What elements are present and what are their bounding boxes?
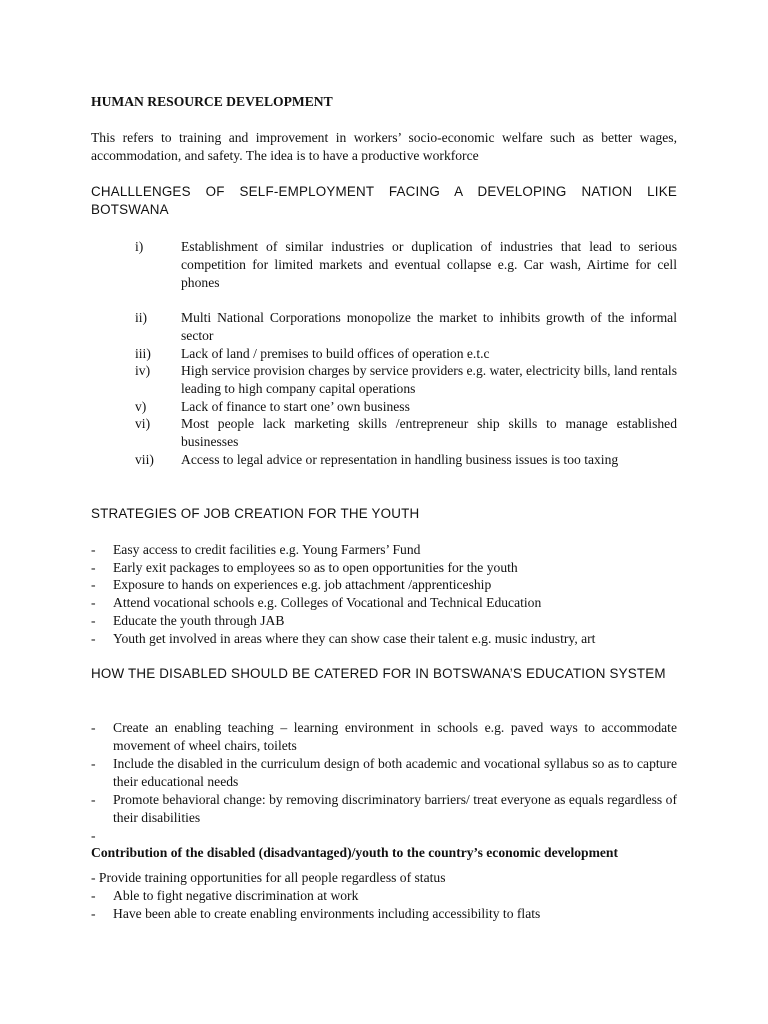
item-number: i) xyxy=(135,239,144,254)
bullet-dash: - xyxy=(91,888,96,903)
item-number: ii) xyxy=(135,310,148,325)
disabled-heading: HOW THE DISABLED SHOULD BE CATERED FOR IN BOTSWANA’S EDUCATION SYSTEM xyxy=(91,666,666,681)
strategies-heading: STRATEGIES OF JOB CREATION FOR THE YOUTH xyxy=(91,506,420,521)
page-title: HUMAN RESOURCE DEVELOPMENT xyxy=(91,94,333,109)
item-text: Early exit packages to employees so as to open opportunities for the youth xyxy=(113,560,518,575)
item-text: Multi National Corporations monopolize the market to inhibits growth of the informal sector xyxy=(181,310,677,343)
intro-paragraph: This refers to training and improvement in workers’ socio-economic welfare such as better wages, accommodation, and safety. The idea is to have a productive workforce xyxy=(91,130,677,163)
bullet-dash: - xyxy=(91,577,96,592)
item-text: Youth get involved in areas where they can show case their talent e.g. music industry, art xyxy=(113,631,596,646)
item-text: Attend vocational schools e.g. Colleges of Vocational and Technical Education xyxy=(113,595,542,610)
bullet-dash: - xyxy=(91,560,96,575)
challenges-heading: CHALLLENGES OF SELF-EMPLOYMENT FACING A DEVELOPING NATION LIKE BOTSWANA xyxy=(91,184,677,217)
item-text: Establishment of similar industries or duplication of industries that lead to serious competition for limited markets and eventual collapse e.g. Car wash, Airtime for cell phones xyxy=(181,239,677,290)
bullet-dash: - xyxy=(91,792,96,807)
item-text: Access to legal advice or representation in handling business issues is too taxing xyxy=(181,452,619,467)
item-text: High service provision charges by service providers e.g. water, electricity bills, land rentals leading to high company capital operations xyxy=(181,363,677,396)
bullet-dash: - xyxy=(91,613,96,628)
item-number: iv) xyxy=(135,363,151,378)
bullet-dash: - xyxy=(91,542,96,557)
item-text: Exposure to hands on experiences e.g. job attachment /apprenticeship xyxy=(113,577,492,592)
item-text: Include the disabled in the curriculum design of both academic and vocational syllabus so as to capture their educational needs xyxy=(113,756,677,789)
item-text: Have been able to create enabling environments including accessibility to flats xyxy=(113,906,541,921)
bullet-dash: - xyxy=(91,828,96,843)
contribution-first-line: - Provide training opportunities for all people regardless of status xyxy=(91,870,446,885)
item-text: Able to fight negative discrimination at work xyxy=(113,888,359,903)
item-text: Educate the youth through JAB xyxy=(113,613,285,628)
item-text: Lack of land / premises to build offices of operation e.t.c xyxy=(181,346,490,361)
bullet-dash: - xyxy=(91,720,96,735)
item-text: Lack of finance to start one’ own business xyxy=(181,399,410,414)
item-text: Promote behavioral change: by removing discriminatory barriers/ treat everyone as equals regardless of their disabilities xyxy=(113,792,677,825)
item-number: vi) xyxy=(135,416,151,431)
bullet-dash: - xyxy=(91,756,96,771)
bullet-dash: - xyxy=(91,631,96,646)
bullet-dash: - xyxy=(91,595,96,610)
bullet-dash: - xyxy=(91,906,96,921)
item-text: Create an enabling teaching – learning environment in schools e.g. paved ways to accommodate movement of wheel chairs, toilets xyxy=(113,720,677,753)
item-text: Easy access to credit facilities e.g. Young Farmers’ Fund xyxy=(113,542,421,557)
contribution-heading: Contribution of the disabled (disadvantaged)/youth to the country’s economic development xyxy=(91,845,619,860)
item-number: v) xyxy=(135,399,147,414)
item-number: vii) xyxy=(135,452,154,467)
item-text: Most people lack marketing skills /entrepreneur ship skills to manage established businesses xyxy=(181,416,677,449)
item-number: iii) xyxy=(135,346,151,361)
